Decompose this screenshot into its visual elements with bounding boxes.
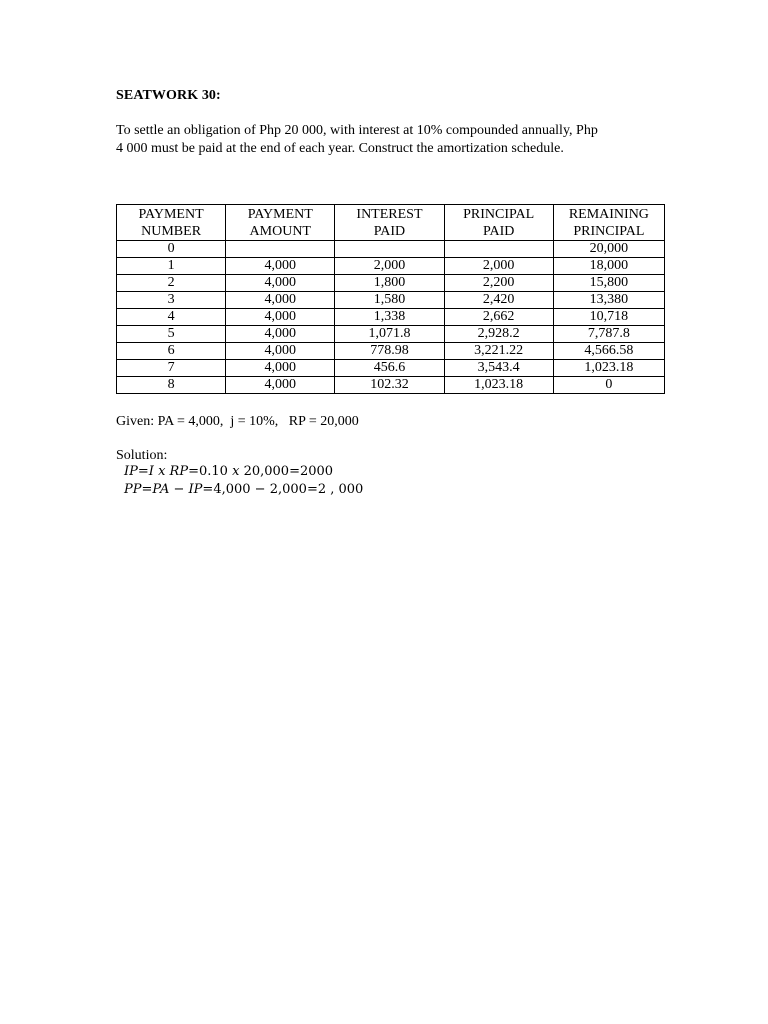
cell-principal-paid <box>444 241 553 258</box>
table-row <box>117 292 665 309</box>
formula-operator: x <box>153 464 170 479</box>
table-row <box>117 360 665 377</box>
header-payment-number: PAYMENT NUMBER <box>117 205 226 241</box>
cell-payment-amount: 4,000 <box>226 377 335 394</box>
cell-principal-paid: 2,000 <box>444 258 553 275</box>
cell-remaining-principal: 15,800 <box>553 275 664 292</box>
cell-payment-number: 3 <box>117 292 226 309</box>
problem-statement <box>116 122 676 157</box>
cell-remaining-principal: 18,000 <box>553 258 664 275</box>
cell-payment-number: 4 <box>117 309 226 326</box>
cell-remaining-principal: 20,000 <box>553 241 664 258</box>
table-row <box>117 241 665 258</box>
cell-payment-amount: 4,000 <box>226 258 335 275</box>
cell-interest-paid: 1,800 <box>335 275 444 292</box>
formula-operator: − <box>169 482 189 497</box>
interest-formula <box>124 464 333 479</box>
formula-term: 2,000 <box>269 482 307 497</box>
cell-payment-amount: 4,000 <box>226 326 335 343</box>
formula-operator: = <box>137 464 149 479</box>
formula-term: PA <box>152 482 170 497</box>
cell-remaining-principal: 0 <box>553 377 664 394</box>
header-principal-paid: PRINCIPAL PAID <box>444 205 553 241</box>
formula-operator: = <box>188 464 199 479</box>
solution-label: Solution: <box>116 448 168 463</box>
table-row <box>117 258 665 275</box>
cell-principal-paid: 2,928.2 <box>444 326 553 343</box>
table-row <box>117 377 665 394</box>
page-title: SEATWORK 30: <box>116 88 221 103</box>
formula-operator: = <box>202 482 214 497</box>
cell-interest-paid: 778.98 <box>335 343 444 360</box>
cell-interest-paid: 2,000 <box>335 258 444 275</box>
table-row <box>117 343 665 360</box>
table-row <box>117 326 665 343</box>
cell-principal-paid: 2,420 <box>444 292 553 309</box>
cell-payment-amount: 4,000 <box>226 275 335 292</box>
cell-payment-amount <box>226 241 335 258</box>
formula-term: I <box>148 464 154 479</box>
cell-principal-paid: 3,543.4 <box>444 360 553 377</box>
problem-line-2: 4 000 must be paid at the end of each year. Construct the amortization schedule. <box>116 140 564 156</box>
cell-payment-number: 6 <box>117 343 226 360</box>
formula-term: 0.10 <box>199 464 228 479</box>
cell-payment-number: 0 <box>117 241 226 258</box>
formula-operator: = <box>306 482 318 497</box>
formula-operator: = <box>289 464 300 479</box>
formula-term: IP <box>188 482 203 497</box>
formula-term: 20,000 <box>243 464 290 479</box>
formula-result: 2 , 000 <box>317 482 364 497</box>
formula-operator: x <box>227 464 244 479</box>
cell-remaining-principal: 10,718 <box>553 309 664 326</box>
cell-remaining-principal: 13,380 <box>553 292 664 309</box>
header-interest-paid: INTEREST PAID <box>335 205 444 241</box>
table-row <box>117 275 665 292</box>
cell-remaining-principal: 4,566.58 <box>553 343 664 360</box>
problem-line-1: To settle an obligation of Php 20 000, with interest at 10% compounded annually, Php <box>116 123 598 138</box>
cell-remaining-principal: 1,023.18 <box>553 360 664 377</box>
cell-payment-amount: 4,000 <box>226 360 335 377</box>
cell-principal-paid: 3,221.22 <box>444 343 553 360</box>
table-header-row <box>117 205 665 241</box>
cell-interest-paid: 1,338 <box>335 309 444 326</box>
cell-interest-paid <box>335 241 444 258</box>
principal-formula <box>124 482 363 497</box>
formula-term: IP <box>124 464 138 479</box>
formula-result: 2000 <box>299 464 334 479</box>
cell-interest-paid: 456.6 <box>335 360 444 377</box>
cell-payment-amount: 4,000 <box>226 292 335 309</box>
formula-term: RP <box>169 464 189 479</box>
cell-principal-paid: 2,200 <box>444 275 553 292</box>
cell-payment-number: 5 <box>117 326 226 343</box>
formula-term: 4,000 <box>213 482 251 497</box>
cell-principal-paid: 1,023.18 <box>444 377 553 394</box>
formula-operator: = <box>141 482 153 497</box>
table-row <box>117 309 665 326</box>
amortization-table <box>116 204 665 394</box>
cell-payment-amount: 4,000 <box>226 309 335 326</box>
cell-interest-paid: 102.32 <box>335 377 444 394</box>
cell-payment-number: 1 <box>117 258 226 275</box>
given-values: Given: PA = 4,000, j = 10%, RP = 20,000 <box>116 414 359 429</box>
header-remaining-principal: REMAINING PRINCIPAL <box>553 205 664 241</box>
cell-payment-number: 7 <box>117 360 226 377</box>
cell-payment-number: 2 <box>117 275 226 292</box>
cell-principal-paid: 2,662 <box>444 309 553 326</box>
formula-operator: − <box>250 482 270 497</box>
cell-interest-paid: 1,580 <box>335 292 444 309</box>
formula-term: PP <box>124 482 142 497</box>
cell-remaining-principal: 7,787.8 <box>553 326 664 343</box>
header-payment-amount: PAYMENT AMOUNT <box>226 205 335 241</box>
cell-payment-number: 8 <box>117 377 226 394</box>
cell-payment-amount: 4,000 <box>226 343 335 360</box>
cell-interest-paid: 1,071.8 <box>335 326 444 343</box>
